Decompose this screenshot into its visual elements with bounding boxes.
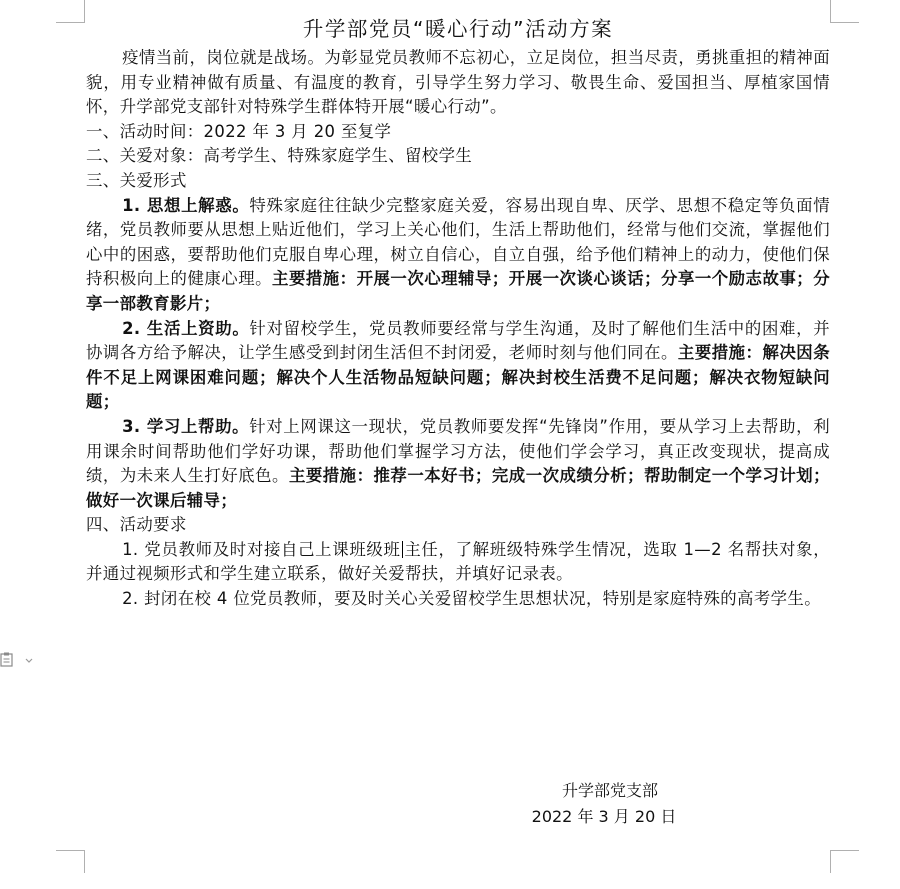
section-forms-heading: 三、关爱形式 (86, 170, 187, 190)
item-3-paragraph (86, 415, 830, 513)
item-2-paragraph (86, 317, 830, 415)
item-1-body: 特殊家庭往往缺少完整家庭关爱，容易出现自卑、厌学、思想不稳定等负面情绪，党员教师要从思想上贴近他们，学习上关心他们，生活上帮助他们，经常与他们交流，掌握他们心中的困惑，要帮助他们克服自卑心理，树立自信心，自立自强，给予他们精神上的动力，使他们保持积极向上的健康心理。 (86, 195, 830, 289)
page-corner-mark-top-left (56, 0, 85, 23)
document-page[interactable] (86, 14, 830, 612)
text-cursor (402, 541, 404, 558)
paste-options-icon[interactable] (0, 652, 34, 668)
page-corner-mark-top-right (830, 0, 859, 23)
section-targets: 二、关爱对象：高考学生、特殊家庭学生、留校学生 (86, 146, 473, 166)
item-1-paragraph (86, 194, 830, 317)
intro-paragraph: 疫情当前，岗位就是战场。为彰显党员教师不忘初心，立足岗位，担当尽责，勇挑重担的精神面貌，用专业精神做有质量、有温度的教育，引导学生努力学习、敬畏生命、爱国担当、厚植家国情怀，升学部党支部针对特殊学生群体特开展“暖心行动”。 (86, 48, 830, 117)
item-2-lead: 2. 生活上资助。 (122, 318, 250, 338)
item-3-measures: 主要措施：推荐一本好书；完成一次成绩分析；帮助制定一个学习计划；做好一次课后辅导； (86, 466, 830, 510)
signature-date: 2022 年 3 月 20 日 (531, 807, 677, 826)
page-corner-mark-bottom-right (830, 850, 859, 873)
requirement-1-text-b: 主任，了解班级特殊学生情况，选取 1—2 名帮扶对象，并通过视频形式和学生建立联系，做好关爱帮扶，并填好记录表。 (86, 539, 830, 584)
section-requirements-heading: 四、活动要求 (86, 515, 187, 535)
item-2-body: 针对留校学生，党员教师要经常与学生沟通，及时了解他们生活中的困难，并协调各方给予解决，让学生感受到封闭生活但不封闭爱，老师时刻与他们同在。 (86, 318, 830, 363)
requirement-2-paragraph: 2. 封闭在校 4 位党员教师，要及时关心关爱留校学生思想状况，特别是家庭特殊的高考学生。 (122, 589, 822, 609)
document-title: 升学部党员“暖心行动”活动方案 (302, 17, 614, 41)
item-2-measures: 主要措施：解决因条件不足上网课困难问题；解决个人生活物品短缺问题；解决封校生活费不足问题；解决衣物短缺问题； (86, 343, 830, 412)
item-1-measures: 主要措施：开展一次心理辅导；开展一次谈心谈话；分享一个励志故事；分享一部教育影片； (86, 269, 830, 313)
requirement-1-text-a: 1. 党员教师及时对接自己上课班级班 (122, 539, 401, 559)
item-3-lead: 3. 学习上帮助。 (122, 416, 250, 436)
signature-organization: 升学部党支部 (561, 781, 658, 800)
requirement-1-paragraph (86, 538, 830, 587)
item-1-lead: 1. 思想上解惑。 (122, 195, 250, 215)
page-corner-mark-bottom-left (56, 850, 85, 873)
section-time: 一、活动时间：2022 年 3 月 20 至复学 (86, 121, 392, 141)
item-3-body: 针对上网课这一现状，党员教师要发挥“先锋岗”作用，要从学习上去帮助，利用课余时间帮助他们学好功课，帮助他们掌握学习方法，使他们学会学习，真正改变现状，提高成绩，为未来人生打好底色。 (86, 416, 831, 486)
